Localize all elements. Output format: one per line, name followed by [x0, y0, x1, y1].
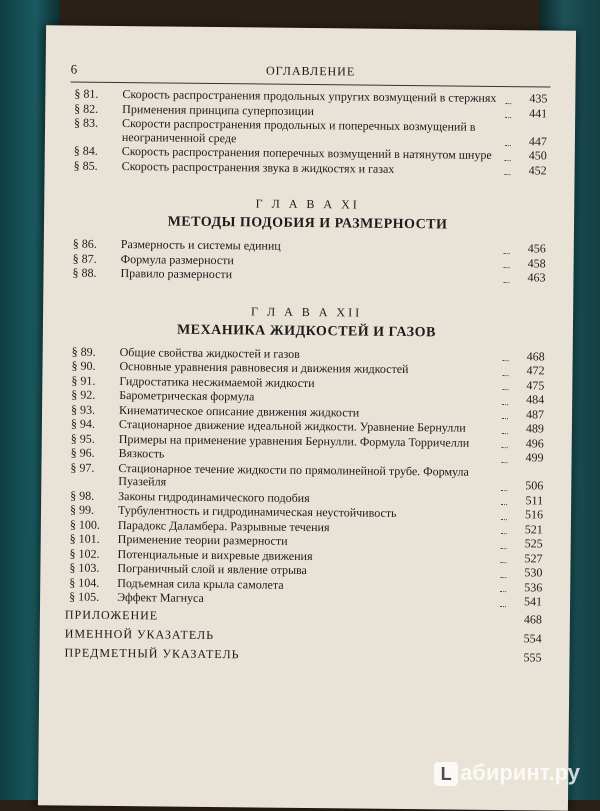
- section-number: § 95.: [70, 431, 95, 446]
- dot-leader: [503, 360, 509, 361]
- dot-leader: [503, 282, 509, 283]
- section-number: § 81.: [74, 86, 99, 101]
- appendix-entry: [65, 625, 542, 647]
- section-title: Турбулентность и гидродинамическая неустойчивость: [117, 503, 397, 520]
- section-title: Формула размерности: [120, 251, 234, 267]
- section-page: 499: [525, 450, 544, 465]
- section-title: Размерность и системы единиц: [120, 237, 281, 253]
- section-number: § 99.: [69, 502, 95, 517]
- section-page: 452: [528, 162, 547, 177]
- section-number: § 91.: [71, 373, 96, 388]
- dot-leader: [504, 267, 510, 268]
- running-title: ОГЛАВЛЕНИЕ: [265, 63, 356, 79]
- appendix-entry: [64, 644, 541, 666]
- section-page: 463: [527, 270, 546, 285]
- section-page: 456: [527, 241, 546, 256]
- section-page: 506: [525, 478, 544, 493]
- section-number: § 105.: [69, 589, 100, 604]
- dot-leader: [500, 577, 506, 578]
- section-number: § 96.: [70, 445, 95, 460]
- dot-leader: [505, 103, 511, 104]
- section-page: 530: [524, 565, 543, 580]
- section-title: Потенциальные и вихревые движения: [117, 546, 313, 563]
- section-title: Скорости распространения продольных и поперечных возмущений в неограниченной среде: [121, 116, 476, 145]
- dot-leader: [502, 462, 508, 463]
- dot-leader: [501, 490, 507, 491]
- toc-appendix-group: [64, 606, 542, 666]
- section-page: 525: [524, 536, 543, 551]
- appendix-page: 468: [523, 611, 542, 626]
- section-title: Стационарное течение жидкости по прямолинейной трубе. Формула Пуазейля: [118, 460, 469, 489]
- dot-leader: [501, 504, 507, 505]
- section-number: § 86.: [72, 236, 97, 251]
- section-title: Основные уравнения равновесия и движения жидкостей: [119, 359, 409, 377]
- toc-group-chapter-12: [65, 345, 545, 609]
- appendix-entry: [65, 606, 542, 628]
- section-number: § 92.: [71, 387, 96, 402]
- dot-leader: [505, 174, 511, 175]
- section-page: 511: [525, 492, 544, 507]
- dot-leader: [502, 418, 508, 419]
- section-number: § 101.: [69, 531, 100, 546]
- section-page: 541: [524, 594, 543, 609]
- dot-leader: [500, 591, 506, 592]
- section-number: § 89.: [71, 344, 96, 359]
- section-title: Применение теории размерности: [117, 532, 288, 548]
- section-page: 527: [524, 550, 543, 565]
- dot-leader: [502, 447, 508, 448]
- section-title: Барометрическая формула: [119, 388, 255, 404]
- table-of-contents: [64, 88, 547, 666]
- dot-leader: [505, 145, 511, 146]
- section-title: Скорость распространения поперечных возмущений в натянутом шнуре: [121, 144, 492, 162]
- section-page: 447: [528, 133, 547, 148]
- section-number: § 85.: [73, 158, 98, 173]
- section-page: 489: [525, 421, 544, 436]
- appendix-title: ПРЕДМЕТНЫЙ УКАЗАТЕЛЬ: [64, 644, 240, 661]
- section-page: 487: [525, 406, 545, 421]
- section-number: § 97.: [70, 460, 95, 475]
- dot-leader: [501, 519, 507, 520]
- section-page: 472: [526, 363, 545, 378]
- dot-leader: [500, 606, 506, 607]
- appendix-page: 554: [523, 630, 542, 645]
- chapter-12-title: МЕХАНИКА ЖИДКОСТЕЙ И ГАЗОВ: [176, 322, 436, 340]
- section-title: Правило размерности: [120, 266, 233, 282]
- appendix-page: 555: [523, 649, 542, 664]
- section-number: § 83.: [74, 115, 99, 130]
- appendix-title: ПРИЛОЖЕНИЕ: [64, 606, 159, 622]
- running-header: [71, 60, 551, 88]
- section-title: Применения принципа суперпозиции: [122, 101, 315, 118]
- section-title: Подъемная сила крыла самолета: [117, 575, 284, 592]
- chapter-12-label: Г Л А В А XII: [250, 303, 363, 320]
- section-page: 484: [526, 392, 545, 407]
- section-number: § 94.: [70, 416, 96, 431]
- section-number: § 90.: [71, 358, 96, 373]
- dot-leader: [501, 533, 507, 534]
- section-page: 441: [529, 105, 548, 120]
- section-number: § 93.: [71, 402, 96, 417]
- section-number: § 84.: [73, 143, 98, 158]
- section-title: Эффект Магнуса: [117, 590, 204, 605]
- section-number: § 87.: [72, 251, 97, 266]
- section-number: § 98.: [70, 488, 95, 503]
- section-title: Скорость распространения звука в жидкостях и газах: [121, 158, 395, 176]
- dot-leader: [502, 375, 508, 376]
- section-page: 475: [526, 377, 545, 392]
- dot-leader: [502, 433, 508, 434]
- section-title: Законы гидродинамического подобия: [118, 488, 310, 505]
- dot-leader: [505, 160, 511, 161]
- labirint-watermark: [434, 760, 580, 786]
- chapter-11-label: Г Л А В А XI: [255, 196, 360, 212]
- page-number: 6: [70, 61, 78, 77]
- section-title: Парадокс Даламбера. Разрывные течения: [117, 517, 330, 534]
- section-page: 458: [527, 255, 546, 270]
- section-page: 516: [524, 507, 544, 522]
- section-title: Скорость распространения продольных упругих возмущений в стержнях: [122, 87, 497, 105]
- section-title: Пограничный слой и явление отрыва: [117, 561, 307, 578]
- section-number: § 88.: [72, 265, 97, 280]
- section-number: § 102.: [69, 546, 100, 561]
- section-page: 450: [528, 148, 547, 163]
- dot-leader: [502, 404, 508, 405]
- section-number: § 104.: [69, 575, 100, 590]
- appendix-title: ИМЕННОЙ УКАЗАТЕЛЬ: [64, 625, 215, 642]
- section-page: 521: [524, 521, 543, 536]
- dot-leader: [500, 562, 506, 563]
- section-title: Вязкость: [118, 446, 165, 461]
- section-number: § 82.: [74, 101, 99, 116]
- section-title: Общие свойства жидкостей и газов: [119, 344, 300, 361]
- section-page: 435: [529, 91, 548, 106]
- section-title: Гидростатика несжимаемой жидкости: [119, 373, 315, 390]
- dot-leader: [504, 253, 510, 254]
- dot-leader: [502, 389, 508, 390]
- section-number: § 103.: [69, 560, 100, 575]
- labirint-logo-icon: L: [434, 762, 458, 786]
- dot-leader: [501, 548, 507, 549]
- section-page: 496: [525, 435, 544, 450]
- watermark-text: абиринт.ру: [460, 759, 580, 785]
- chapter-11-title: МЕТОДЫ ПОДОБИЯ И РАЗМЕРНОСТИ: [167, 214, 448, 233]
- dot-leader: [505, 117, 511, 118]
- section-title: Стационарное движение идеальной жидкости. Уравнение Бернулли: [118, 417, 466, 435]
- section-title: Кинематическое описание движения жидкости: [119, 402, 360, 420]
- book-page: [38, 25, 576, 811]
- section-title: Примеры на применение уравнения Бернулли. Формула Торричелли: [118, 431, 470, 450]
- toc-group-chapter-11: [68, 237, 545, 284]
- section-number: § 100.: [69, 517, 100, 532]
- section-page: 536: [524, 579, 543, 594]
- toc-group-chapter-10: [70, 88, 548, 178]
- section-page: 468: [526, 348, 545, 363]
